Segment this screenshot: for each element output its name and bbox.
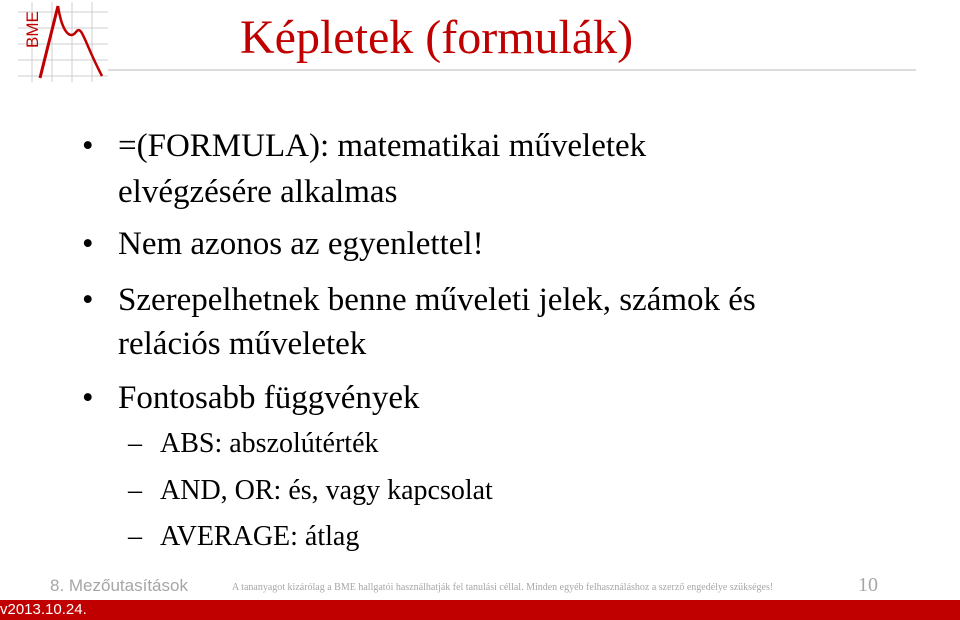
- bullet-marker: •: [82, 380, 94, 416]
- bullet-marker: •: [82, 282, 94, 318]
- bullet-text: Fontosabb függvények: [118, 380, 420, 416]
- bullet-text: =(FORMULA): matematikai műveletek: [118, 128, 647, 164]
- bullet-text: Szerepelhetnek benne műveleti jelek, számok és: [118, 282, 756, 318]
- bullet-text: elvégzésére alkalmas: [118, 174, 398, 210]
- footer-version: v2013.10.24.: [0, 601, 87, 618]
- dash-marker: –: [128, 475, 142, 506]
- sub-bullet-text: AVERAGE: átlag: [160, 521, 360, 552]
- bullet-text: relációs műveletek: [118, 326, 367, 362]
- slide-title: Képletek (formulák): [240, 11, 634, 64]
- footer-bar: [0, 600, 960, 620]
- bullet-marker: •: [82, 226, 94, 262]
- bullet-text: Nem azonos az egyenlettel!: [118, 226, 484, 262]
- bullet-marker: •: [82, 128, 94, 164]
- footer-copyright-note: A tananyagot kizárólag a BME hallgatói használhatják fel tanulási céllal. Minden egyéb felhasználáshoz a szerző engedélye szükséges!: [232, 582, 774, 593]
- dash-marker: –: [128, 428, 142, 459]
- dash-marker: –: [128, 521, 142, 552]
- sub-bullet-text: AND, OR: és, vagy kapcsolat: [160, 475, 493, 506]
- logo-text: BME: [23, 11, 42, 48]
- footer-course: 8. Mezőutasítások: [50, 576, 188, 595]
- sub-bullet-text: ABS: abszolútérték: [160, 428, 379, 459]
- page-number: 10: [858, 574, 878, 596]
